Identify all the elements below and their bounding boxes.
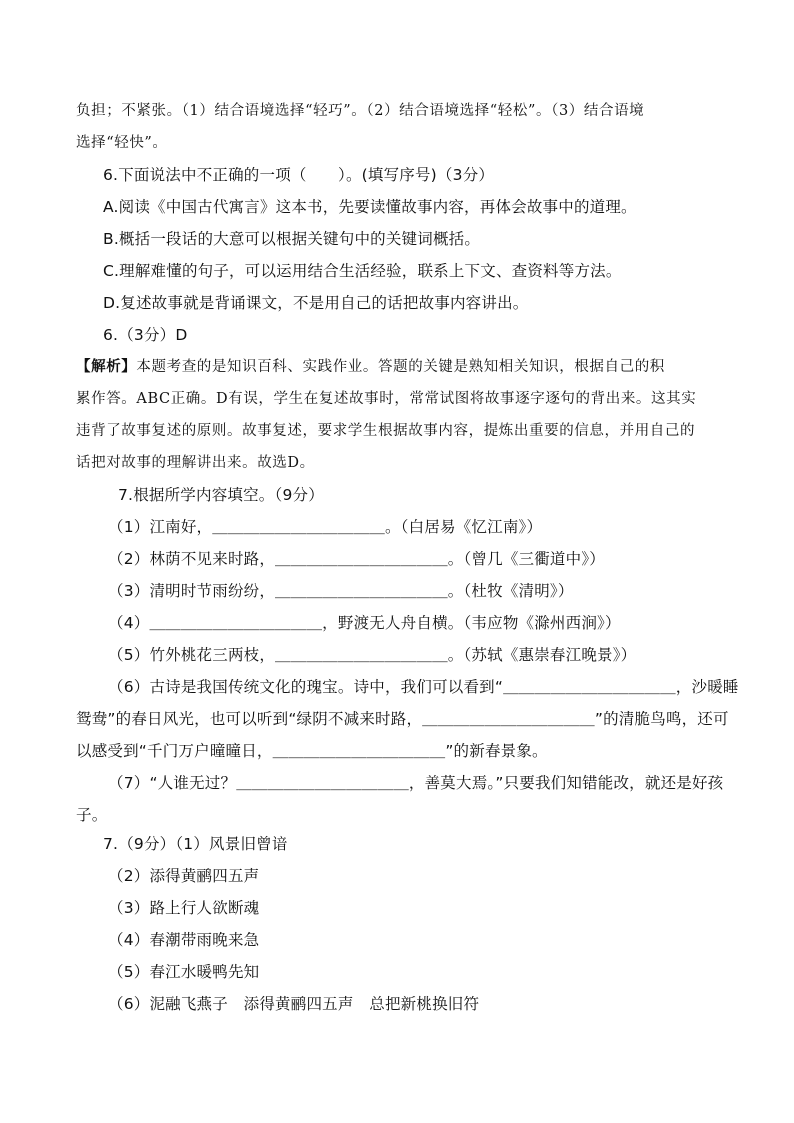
q7-answer-2: （2）添得黄鹂四五声 <box>108 867 260 885</box>
analysis-text: 本题考查的是知识百科、实践作业。答题的关键是熟知相关知识，根据自己的积 <box>136 359 665 375</box>
q6-analysis-line-2: 累作答。ABC正确。D有误，学生在复述故事时，常常试图将故事逐字逐句的背出来。这其实 <box>76 391 697 407</box>
q7-stem: 7.根据所学内容填空。（9分） <box>118 486 324 504</box>
q7-answer-5: （5）春江水暖鸭先知 <box>108 963 260 981</box>
q7-item-6-line-3: 以感受到“千门万户曈曈日，＿＿＿＿＿＿＿＿＿＿＿”的新春景象。 <box>76 742 548 760</box>
continuation-line-2: 选择“轻快”。 <box>76 135 168 151</box>
q6-stem: 6.下面说法中不正确的一项（ ）。(填写序号)（3分） <box>103 166 495 184</box>
q6-option-d: D.复述故事就是背诵课文，不是用自己的话把故事内容讲出。 <box>103 294 529 312</box>
q6-option-c: C.理解难懂的句子，可以运用结合生活经验，联系上下文、查资料等方法。 <box>103 262 622 280</box>
q7-item-6-line-2: 鸳鸯”的春日风光，也可以听到“绿阴不减来时路，＿＿＿＿＿＿＿＿＿＿＿”的清脆鸟鸣，还可 <box>76 710 729 728</box>
q6-option-a: A.阅读《中国古代寓言》这本书，先要读懂故事内容，再体会故事中的道理。 <box>103 198 637 216</box>
q6-analysis-line-1 <box>76 357 665 377</box>
q7-answer-1: 7.（9分）（1）风景旧曾谙 <box>103 835 288 853</box>
q6-analysis-line-3: 违背了故事复述的原则。故事复述，要求学生根据故事内容，提炼出重要的信息，并用自己的 <box>76 423 696 439</box>
q7-item-1: （1）江南好，＿＿＿＿＿＿＿＿＿＿＿。（白居易《忆江南》） <box>108 518 543 536</box>
q7-item-7-line-2: 子。 <box>76 806 108 824</box>
q6-option-b: B.概括一段话的大意可以根据关键句中的关键词概括。 <box>103 230 481 248</box>
q7-item-3: （3）清明时节雨纷纷，＿＿＿＿＿＿＿＿＿＿＿。（杜牧《清明》） <box>108 582 574 600</box>
q6-analysis-line-4: 话把对故事的理解讲出来。故选D。 <box>76 455 315 471</box>
analysis-label: 【解析】 <box>76 358 137 375</box>
q7-answer-6: （6）泥融飞燕子 添得黄鹂四五声 总把新桃换旧符 <box>108 995 480 1013</box>
q7-answer-3: （3）路上行人欲断魂 <box>108 899 260 917</box>
q7-item-6-line-1: （6）古诗是我国传统文化的瑰宝。诗中，我们可以看到“＿＿＿＿＿＿＿＿＿＿＿，沙暖睡 <box>108 678 739 696</box>
q7-item-2: （2）林荫不见来时路，＿＿＿＿＿＿＿＿＿＿＿。（曾几《三衢道中》） <box>108 550 605 568</box>
q7-item-4: （4）＿＿＿＿＿＿＿＿＿＿＿，野渡无人舟自横。（韦应物《滁州西涧》） <box>108 614 621 632</box>
q7-answer-4: （4）春潮带雨晚来急 <box>108 931 260 949</box>
continuation-line-1: 负担；不紧张。（1）结合语境选择“轻巧”。（2）结合语境选择“轻松”。（3）结合语境 <box>76 103 645 119</box>
q7-item-5: （5）竹外桃花三两枝，＿＿＿＿＿＿＿＿＿＿＿。（苏轼《惠崇春江晚景》） <box>108 646 637 664</box>
q6-answer: 6.（3分）D <box>103 326 188 344</box>
q7-item-7-line-1: （7）“人谁无过？＿＿＿＿＿＿＿＿＿＿＿，善莫大焉。”只要我们知错能改，就还是好孩 <box>108 774 724 792</box>
